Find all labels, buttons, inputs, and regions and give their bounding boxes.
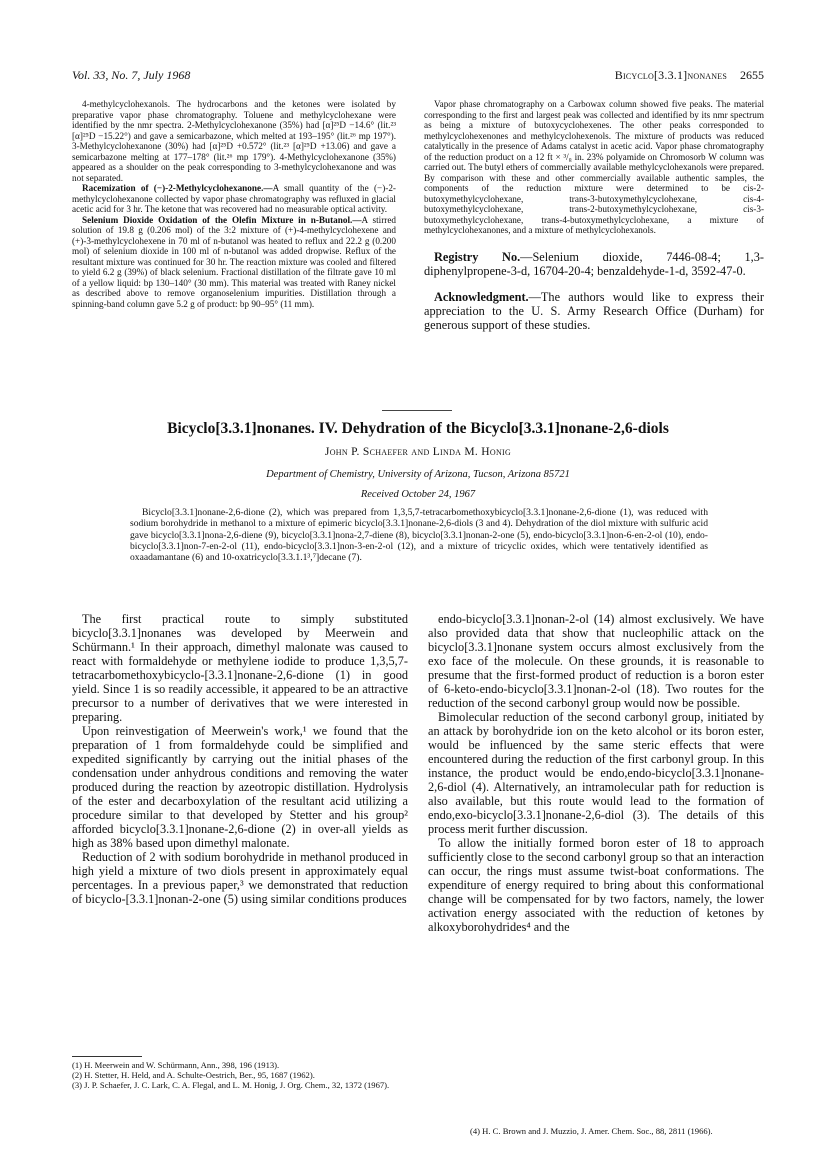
experimental-paragraph — [72, 215, 396, 310]
body-right-column — [428, 612, 764, 1112]
registry-numbers — [424, 250, 764, 278]
registry-text: —Selenium dioxide, 7446-08-4; 1,3-diphenylpropene-3-d, 16704-20-4; benzaldehyde-1-d, 3592-47-0. — [424, 249, 764, 278]
paragraph-text: A stirred solution of 19.8 g (0.206 mol) of the 3:2 mixture of (+)-4-methylcyclohexene and (+)-3-methylcyclohexene in 70 ml of n-butanol was heated to reflux and 22.2 g (0.200 mol) of selenium dioxide in 100 ml of n-butanol was added dropwise. Reflux of the resultant mixture was continued for 30 hr. The reaction mixture was cooled and filtered to yield 6.2 g (39%) of black selenium. Fractional distillation of the filtrate gave 10 ml of a yellow liquid: bp 130–140° (30 mm). This material was treated with Raney nickel as described above to remove organoselenium impurities. Distillation through a spinning-band column gave 5.2 g of product: bp 90–95° (11 mm). — [72, 214, 396, 309]
section-run-in-heading: Selenium Dioxide Oxidation of the Olefin Mixture in n-Butanol.— — [82, 214, 362, 225]
prev-article-right-column — [424, 99, 764, 399]
acknowledgment-text: —The authors would like to express their appreciation to the U. S. Army Research Office (Durham) for generous support of these studies. — [424, 289, 764, 332]
prev-article-left-column — [72, 99, 396, 385]
footnote: (1) H. Meerwein and W. Schürmann, Ann., 398, 196 (1913). — [72, 1060, 280, 1070]
footnotes — [72, 1056, 408, 1090]
paragraph-text: A small quantity of the (−)-2-methylcyclohexanone collected by vapor phase chromatography was refluxed in glacial acetic acid for 3 hr. The ketone that was recovered had no measurable optical activity. — [72, 183, 396, 214]
body-paragraph: The first practical route to simply substituted bicyclo[3.3.1]nonanes was developed by Meerwein and Schürmann.¹ In their approach, dimethyl malonate was caused to react with formaldehyde or methylene iodide to produce 1,3,5,7-tetracarbomethoxybicyclo-[3.3.1]nonane-2,6-dione (1) in good yield. Since 1 is so readily accessible, it appeared to be an attractive precursor to a number of derivatives that we were interested in preparing. — [72, 612, 408, 724]
experimental-paragraph: Vapor phase chromatography on a Carbowax column showed five peaks. The material corresponding to the first and largest peak was collected and identified by its nmr spectrum as being a mixture of butoxycyclohexenes. The other peaks corresponded to methylcyclohexenones and methylcyclohexenols. The mixture of products was reduced catalytically in the presence of Adams catalyst in acetic acid. Vapor phase chromatography of the reduction product on a 12 ft × ³/₈ in. 23% polyamide on Chromosorb W column was carried out. The butyl ethers of commercially available methylcyclohexanols were prepared. By comparison with these and other commercially available authentic samples, the components of the reduction mixture were determined to be cis-2-butoxymethylcyclohexane, trans-3-butoxymethylcyclohexane, cis-4-butoxymethylcyclohexane, trans-2-butoxymethylcyclohexane, cis-3-butoxymethylcyclohexane, trans-4-butoxymethylcyclohexane, a mixture of methylcyclohexanones, and a mixture of methylcyclohexanols. — [424, 99, 764, 235]
page-number: 2655 — [740, 68, 764, 82]
footnote-rule — [72, 1056, 142, 1057]
journal-volume-issue: Vol. 33, No. 7, July 1968 — [72, 68, 191, 82]
acknowledgment-heading: Acknowledgment. — [434, 289, 529, 304]
running-title: Bicyclo[3.3.1]nonanes — [614, 68, 727, 82]
experimental-paragraph — [72, 183, 396, 215]
running-head-right — [615, 68, 764, 83]
article-authors: John P. Schaefer and Linda M. Honig — [324, 446, 512, 458]
body-paragraph: To allow the initially formed boron ester of 18 to approach sufficiently close to the second carbonyl group so that an interaction can occur, the rings must assume twist-boat conformations. The expenditure of energy required to bring about this conformational change will be compensated for by two factors, namely, the lower activation energy associated with the reduction of ketones by alkoxyborohydrides⁴ and the — [428, 836, 764, 934]
paragraph-text: 4-methylcyclohexanols. The hydrocarbons and the ketones were isolated by preparative vapor phase chromatography. Toluene and methylcyclohexane were identified by the nmr spectra. 2-Methylcyclohexanone (35%) had [α]²⁵D −14.6° (lit.²³ [α]²⁵D −15.22°) and gave a semicarbazone, which melted at 193–195° (lit.²⁶ mp 197°). 3-Methylcyclohexanone (30%) had [α]²⁵D +0.572° (lit.²³ [α]²⁵D +13.06) and gave a semicarbazone melting at 177–178° (lit.²⁶ mp 179°). 4-Methylcyclohexanone (35%) appeared as a shoulder on the peak corresponding to 3-methylcyclohexanone and was not separated. — [72, 99, 396, 183]
footnote: (3) J. P. Schaefer, J. C. Lark, C. A. Flegal, and L. M. Honig, J. Org. Chem., 32, 1372 (1967). — [72, 1079, 390, 1090]
body-paragraph: Bimolecular reduction of the second carbonyl group, initiated by an attack by borohydride ion on the keto alcohol or its boron ester, would be influenced by the same steric effects that were encountered during the reduction of the first carbonyl group. In this instance, the product would be endo,endo-bicyclo[3.3.1]nonane-2,6-diol (4). Alternatively, an intramolecular path for reduction is also available, but this route would lead to the formation of endo,exo-bicyclo[3.3.1]nonane-2,6-diol (3). The details of this process merit further discussion. — [428, 710, 764, 836]
author-affiliation: Department of Chemistry, University of Arizona, Tucson, Arizona 85721 — [266, 469, 570, 480]
body-paragraph: endo-bicyclo[3.3.1]nonan-2-ol (14) almost exclusively. We have also provided data that show that nucleophilic attack on the bicyclo[3.3.1]nonane system occurs almost exclusively from the exo face of the molecule. On these grounds, it is reasonable to presume that the first-formed product of reduction is a boron ester of 6-keto-endo-bicyclo[3.3.1]nonan-2-ol (18). Two routes for the reduction of the second carbonyl group would now be possible. — [428, 612, 764, 710]
body-left-column — [72, 612, 408, 1012]
footnote: (2) H. Stetter, H. Held, and A. Schulte-Oestrich, Ber., 95, 1687 (1962). — [72, 1069, 315, 1080]
article-separator-rule — [382, 410, 452, 411]
article-abstract: Bicyclo[3.3.1]nonane-2,6-dione (2), which was prepared from 1,3,5,7-tetracarbomethoxybicyclo[3.3.1]nonane-2,6-dione (1), was reduced with sodium borohydride in methanol to a mixture of epimeric bicyclo[3.3.1]nonane-2,6-diols (3 and 4). Dehydration of the diol mixture with sulfuric acid gave bicyclo[3.3.1]nona-2,6-diene (9), bicyclo[3.3.1]nona-2,7-diene (8), bicyclo[3.3.1]nonan-2-one (5), endo-bicyclo[3.3.1]non-6-en-2-ol (10), endo-bicyclo[3.3.1]non-7-en-2-ol (11), endo-bicyclo[3.3.1]non-3-en-2-ol (12), and a mixture of tricyclic oxides, which were tentatively identified as oxaadamantane (6) and 10-oxatricyclo[3.3.1.1³,⁷]decane (7). — [130, 507, 708, 564]
received-date: Received October 24, 1967 — [360, 489, 476, 500]
article-title: Bicyclo[3.3.1]nonanes. IV. Dehydration of the Bicyclo[3.3.1]nonane-2,6-diols — [167, 420, 669, 437]
acknowledgment — [424, 290, 764, 332]
experimental-paragraph — [72, 99, 396, 183]
section-run-in-heading: Racemization of (−)-2-Methylcyclohexanone.— — [82, 183, 273, 193]
footnote: (4) H. C. Brown and J. Muzzio, J. Amer. Chem. Soc., 88, 2811 (1966). — [470, 1126, 713, 1136]
registry-heading: Registry No. — [434, 249, 521, 264]
body-paragraph: Reduction of 2 with sodium borohydride in methanol produced in high yield a mixture of two diols present in approximately equal percentages. In a previous paper,³ we demonstrated that reduction of bicyclo-[3.3.1]nonan-2-one (5) using similar conditions produces — [72, 850, 408, 906]
running-head — [72, 68, 764, 84]
body-paragraph: Upon reinvestigation of Meerwein's work,¹ we found that the preparation of 1 from formaldehyde could be simplified and expedited significantly by carrying out the initial phases of the condensation under anhydrous conditions and removing the water produced during the reaction by azeotropic distillation. Hydrolysis of the ester and decarboxylation of the resultant acid utilizing a procedure similar to that developed by Stetter and his group² afforded bicyclo[3.3.1]nonane-2,6-dione (2) in over-all yields as high as 38% based upon dimethyl malonate. — [72, 724, 408, 850]
